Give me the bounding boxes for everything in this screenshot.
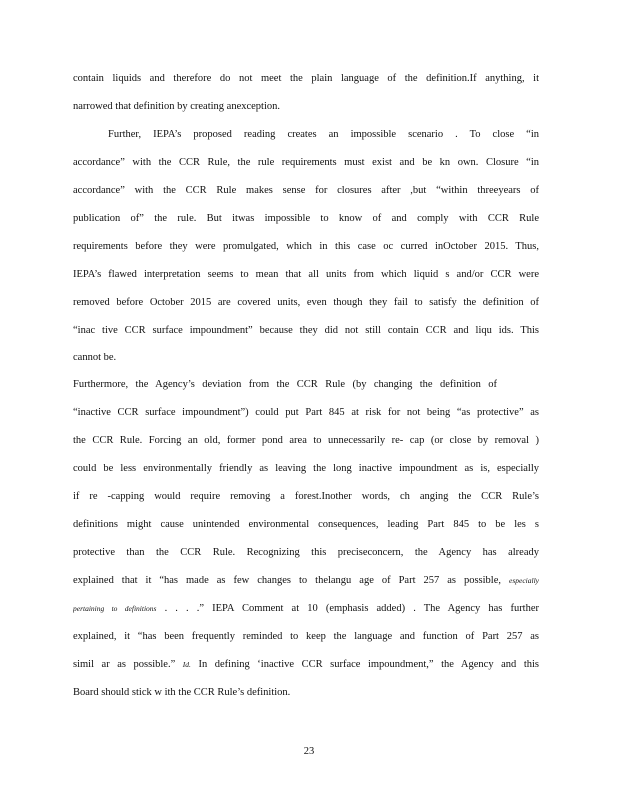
text-line [73, 462, 539, 476]
text-line [73, 296, 539, 310]
text-segment: In defining ‘inactive CCR surface impoundment,” the Agency and this [190, 659, 539, 670]
text-segment: . . . .” IEPA Comment at 10 (emphasis added) . The Agency has further [156, 603, 539, 614]
text-segment: requirements before they were promulgated, which in this case oc curred inOctober 2015. Thus, [73, 241, 539, 252]
text-segment: Furthermore, the Agency’s deviation from the CCR Rule (by changing the definition of [73, 379, 497, 390]
text-line [73, 156, 539, 170]
text-line [73, 240, 539, 254]
text-line [73, 630, 539, 644]
text-segment: could be less environmentally friendly as leaving the long inactive impoundment as is, especially [73, 463, 539, 474]
page-number: 23 [303, 746, 315, 757]
text-segment: “inactive CCR surface impoundment”) could put Part 845 at risk for not being “as protective” as [73, 407, 539, 418]
text-line [73, 434, 539, 448]
text-segment: accordance” with the CCR Rule makes sense for closures after ,but “within threeyears of [73, 185, 539, 196]
text-segment: if re -capping would require removing a forest.Inother words, ch anging the CCR Rule’s [73, 491, 539, 502]
text-segment: Board should stick w ith the CCR Rule’s definition. [73, 687, 291, 698]
text-segment: the CCR Rule. Forcing an old, former pond area to unnecessarily re- cap (or close by removal ) [73, 435, 539, 446]
text-line [73, 658, 539, 672]
text-line [73, 184, 539, 198]
text-line [73, 490, 539, 504]
text-segment: publication of” the rule. But itwas impossible to know of and comply with CCR Rule [73, 213, 539, 224]
text-line [73, 100, 539, 114]
text-segment: contain liquids and therefore do not meet the plain language of the definition.If anything, it [73, 73, 539, 84]
italic-text: especially [509, 576, 539, 585]
text-line [73, 212, 539, 226]
text-line [73, 546, 539, 560]
text-line [73, 574, 539, 588]
text-segment: removed before October 2015 are covered units, even though they fail to satisfy the definition of [73, 297, 539, 308]
text-segment: IEPA’s flawed interpretation seems to mean that all units from which liquid s and/or CCR were [73, 269, 539, 280]
text-line [73, 406, 539, 420]
text-segment: Further, IEPA’s proposed reading creates an impossible scenario . To close “in [108, 129, 539, 140]
italic-text: Id. [182, 660, 191, 669]
text-line [73, 378, 497, 392]
text-line [73, 518, 539, 532]
text-segment: explained, it “has been frequently reminded to keep the language and function of Part 257 as [73, 631, 539, 642]
text-segment: protective than the CCR Rule. Recognizing this preciseconcern, the Agency has already [73, 547, 539, 558]
text-line [73, 686, 539, 700]
text-segment: definitions might cause unintended environmental consequences, leading Part 845 to be les s [73, 519, 539, 530]
text-segment: simil ar as possible.” [73, 659, 183, 670]
text-segment: “inac tive CCR surface impoundment” because they did not still contain CCR and liqu ids. This [73, 325, 539, 336]
italic-text: pertaining to definitions [73, 604, 157, 613]
text-line [73, 268, 539, 282]
text-segment: narrowed that definition by creating anexception. [73, 101, 281, 112]
text-line [73, 324, 539, 338]
text-segment: accordance” with the CCR Rule, the rule requirements must exist and be kn own. Closure “in [73, 157, 539, 168]
text-line [73, 72, 539, 86]
text-line [73, 602, 539, 616]
text-line [73, 351, 539, 365]
text-segment: explained that it “has made as few changes to thelangu age of Part 257 as possible, [73, 575, 509, 586]
text-segment: cannot be. [73, 352, 117, 363]
text-line [108, 128, 539, 142]
